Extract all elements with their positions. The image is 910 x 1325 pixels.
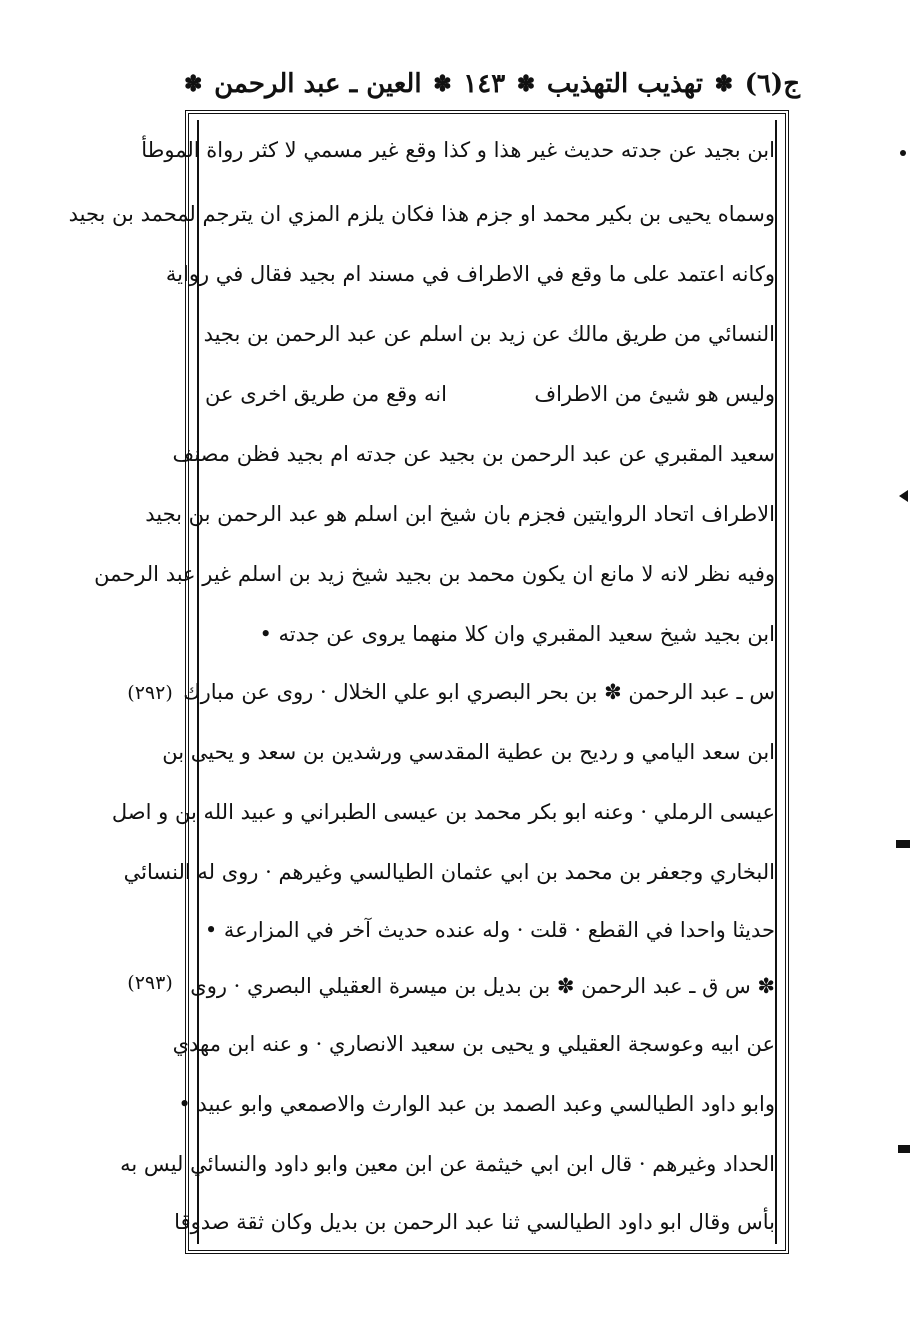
entry-number: (٢٩٢) (127, 682, 173, 704)
ornament-icon: ✽ (714, 71, 733, 97)
text-line: عن ابيه وعوسجة العقيلي و يحيى بن سعيد الانصاري · و عنه ابن مهدي (172, 1032, 775, 1056)
page-number: ١٤٣ (463, 69, 506, 99)
text-line: وفيه نظر لانه لا مانع ان يكون محمد بن بجيد شيخ زيد بن اسلم غير عبد الرحمن (94, 562, 775, 586)
text-line: البخاري وجعفر بن محمد بن ابي عثمان الطيالسي وغيرهم · روى له النسائي (123, 860, 775, 884)
text-line (205, 374, 775, 414)
text-line: النسائي من طريق مالك عن زيد بن اسلم عن عبد الرحمن بن بجيد (203, 322, 775, 346)
text-line: سعيد المقبري عن عبد الرحمن بن بجيد عن جدته ام بجيد فظن مصنف (172, 442, 775, 466)
text-line: عيسى الرملي · وعنه ابو بكر محمد بن عيسى الطبراني و عبيد الله بن و اصل (111, 800, 775, 824)
entry-heading-line: س ـ عبد الرحمن ✽ بن بحر البصري ابو علي الخلال · روى عن مبارك (183, 680, 775, 704)
margin-mark (896, 840, 910, 848)
text-line: ابن بجيد شيخ سعيد المقبري وان كلا منهما يروى عن جدته • (259, 622, 775, 646)
ornament-icon: ✽ (433, 71, 452, 97)
text-line: وابو داود الطيالسي وعبد الصمد بن عبد الوارث والاصمعي وابو عبيد • (178, 1092, 775, 1116)
entry-number: (٢٩٣) (127, 972, 173, 994)
book-title: تهذيب التهذيب (546, 69, 703, 99)
text-line: ابن سعد اليامي و ردیح بن عطية المقدسي ورشدين بن سعد و يحيى بن (162, 740, 775, 764)
line-continuation-text: انه وقع من طريق اخرى عن (205, 382, 447, 406)
margin-note-text: وليس هو شيئ من الاطراف (534, 382, 775, 406)
running-header (180, 58, 800, 110)
text-line: حديثا واحدا في القطع · قلت · وله عنده حديث آخر في المزارعة • (204, 918, 775, 942)
text-line: الحداد وغيرهم · قال ابن ابي خيثمة عن ابن معين وابو داود والنسائي ليس به (120, 1152, 775, 1176)
text-line: وسماه يحيى بن بكير محمد او جزم هذا فكان يلزم المزي ان يترجم لمحمد بن بجيد (68, 202, 775, 226)
ornament-icon: ✽ (516, 71, 536, 97)
text-line: الاطراف اتحاد الروايتين فجزم بان شيخ ابن اسلم هو عبد الرحمن بن بجيد (145, 502, 775, 526)
section-heading: العين ـ عبد الرحمن (214, 69, 422, 99)
entry-heading-line: ✽ س ق ـ عبد الرحمن ✽ بن بديل بن ميسرة العقيلي البصري · روى (190, 974, 775, 998)
ornament-icon: ✽ (184, 71, 203, 97)
margin-mark (900, 150, 906, 156)
text-line: وكانه اعتمد على ما وقع في الاطراف في مسند ام بجيد فقال في رواية (165, 262, 775, 286)
text-line: ابن بجيد عن جدته حديث غير هذا و كذا وقع غير مسمي لا كثر رواة الموطأ (141, 138, 775, 162)
text-line: بأس وقال ابو داود الطيالسي ثنا عبد الرحمن بن بديل وكان ثقة صدوقا (174, 1210, 775, 1234)
volume-label: ج(٦) (744, 69, 800, 99)
margin-arrow-icon (899, 490, 908, 502)
margin-mark (898, 1145, 910, 1153)
